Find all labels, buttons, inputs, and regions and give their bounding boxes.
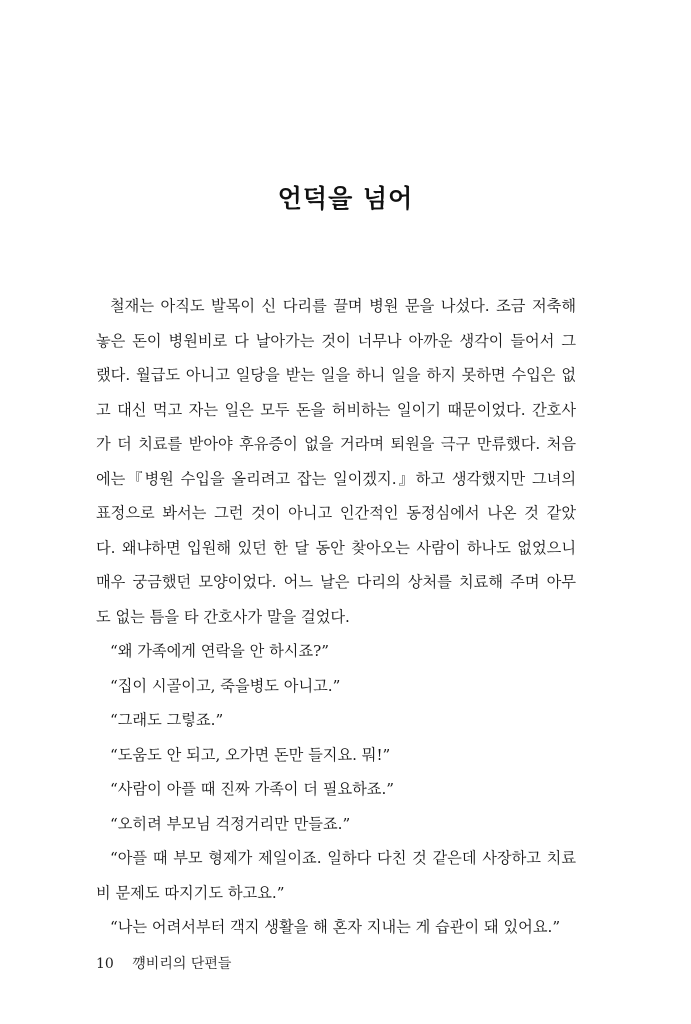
dialogue-line: 비 문제도 따지기도 하고요.” [96,883,285,902]
paragraph-line: 에는『병원 수입을 올리려고 잡는 일이겠지.』하고 생각했지만 그녀의 [96,469,576,488]
dialogue-line: “도움도 안 되고, 오가면 돈만 들지요. 뭐!” [110,745,391,764]
chapter-title: 언덕을 넘어 [277,183,414,213]
paragraph-line: 표정으로 봐서는 그런 것이 아니고 인간적인 동정심에서 나온 것 같았 [96,504,576,522]
dialogue-line: “오히려 부모님 걱정거리만 만들죠.” [110,814,351,833]
dialogue-line: “그래도 그렇죠.” [110,711,224,729]
paragraph-line: 다. 왜냐하면 입원해 있던 한 달 동안 찾아오는 사람이 하나도 없었으니 [96,538,576,557]
paragraph-line: 매우 궁금했던 모양이었다. 어느 날은 다리의 상처를 치료해 주며 아무 [96,573,576,591]
paragraph-line: 놓은 돈이 병원비로 다 날아가는 것이 너무나 아까운 생각이 들어서 그 [96,331,576,350]
paragraph-line: 도 없는 틈을 타 간호사가 말을 걸었다. [96,607,350,626]
paragraph-line: 가 더 치료를 받아야 후유증이 없을 거라며 퇴원을 극구 만류했다. 처음 [96,435,576,453]
dialogue-line: “나는 어려서부터 객지 생활을 해 혼자 지내는 게 습관이 돼 있어요.” [110,918,561,936]
dialogue-line: “집이 시골이고, 죽을병도 아니고.” [110,676,341,695]
paragraph-line: 랬다. 월급도 아니고 일당을 받는 일을 하니 일을 하지 못하면 수입은 없 [96,366,576,384]
paragraph-line: 고 대신 먹고 자는 일은 모두 돈을 허비하는 일이기 때문이었다. 간호사 [96,400,576,419]
dialogue-line: “아플 때 부모 형제가 제일이죠. 일하다 다친 것 같은데 사장하고 치료 [110,849,576,867]
dialogue-line: “왜 가족에게 연락을 안 하시죠?” [110,642,330,660]
body-text [96,289,576,945]
dialogue-line: “사람이 아플 때 진짜 가족이 더 필요하죠.” [110,780,395,798]
page-footer [96,953,231,973]
paragraph-line: 철재는 아직도 발목이 신 다리를 끌며 병원 문을 나섰다. 조금 저축해 [110,297,576,315]
page-number: 10 [96,956,114,972]
running-title: 꺵비리의 단편들 [132,956,232,972]
